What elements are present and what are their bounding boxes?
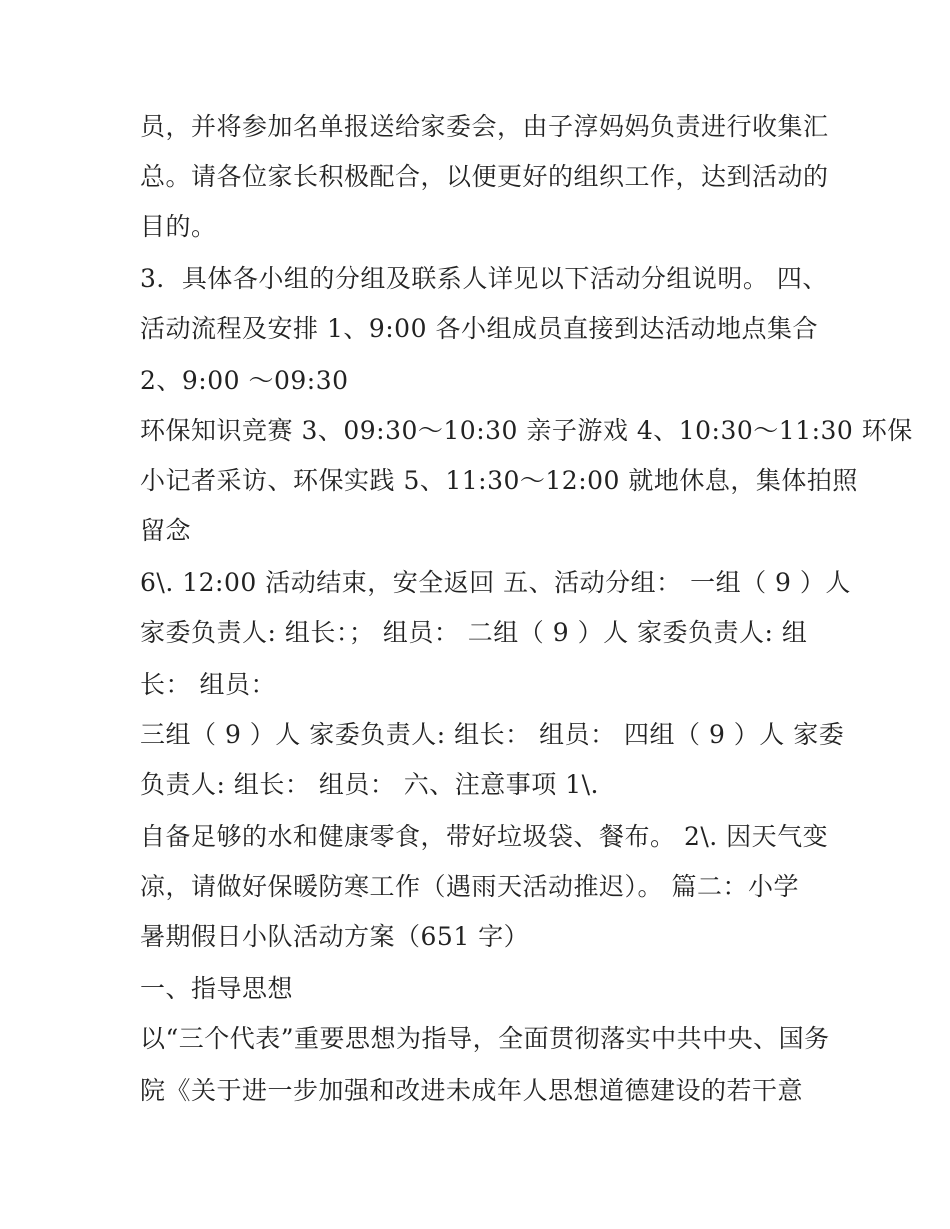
text-line: 自备足够的水和健康零食，带好垃圾袋、餐布。 2\. 因天气变	[140, 822, 829, 851]
text-line: 环保知识竞赛 3、09:30～10:30 亲子游戏 4、10:30～11:30 环保	[140, 416, 913, 445]
section-heading: 一、指导思想	[140, 974, 294, 1003]
text-line: 负责人: 组长： 组员： 六、注意事项 1\.	[140, 770, 599, 799]
text-line: 院《关于进一步加强和改进未成年人思想道德建设的若干意	[140, 1076, 804, 1105]
text-line: 3．具体各小组的分组及联系人详见以下活动分组说明。 四、	[140, 264, 828, 293]
text-line: 长： 组员：	[140, 670, 276, 699]
text-line: 三组（ 9 ）人 家委负责人: 组长： 组员： 四组（ 9 ）人 家委	[140, 720, 845, 749]
text-line: 员，并将参加名单报送给家委会，由子淳妈妈负责进行收集汇	[140, 112, 829, 141]
text-line: 2、9:00 ～09:30	[140, 366, 349, 395]
text-line: 6\. 12:00 活动结束，安全返回 五、活动分组： 一组（ 9 ）人	[140, 568, 851, 597]
text-line: 总。请各位家长积极配合，以便更好的组织工作，达到活动的	[140, 162, 829, 191]
text-line: 目的。	[140, 212, 217, 241]
text-line: 活动流程及安排 1、9:00 各小组成员直接到达活动地点集合	[140, 314, 818, 343]
text-line: 小记者采访、环保实践 5、11:30～12:00 就地休息，集体拍照	[140, 466, 858, 495]
text-line: 凉，请做好保暖防寒工作（遇雨天活动推迟）。 篇二：小学	[140, 872, 799, 901]
text-line: 家委负责人: 组长：； 组员： 二组（ 9 ）人 家委负责人: 组	[140, 618, 808, 647]
text-line: 暑期假日小队活动方案（651 字）	[140, 922, 530, 951]
text-line: 以“三个代表”重要思想为指导，全面贯彻落实中共中央、国务	[140, 1024, 830, 1053]
text-line: 留念	[140, 516, 192, 545]
